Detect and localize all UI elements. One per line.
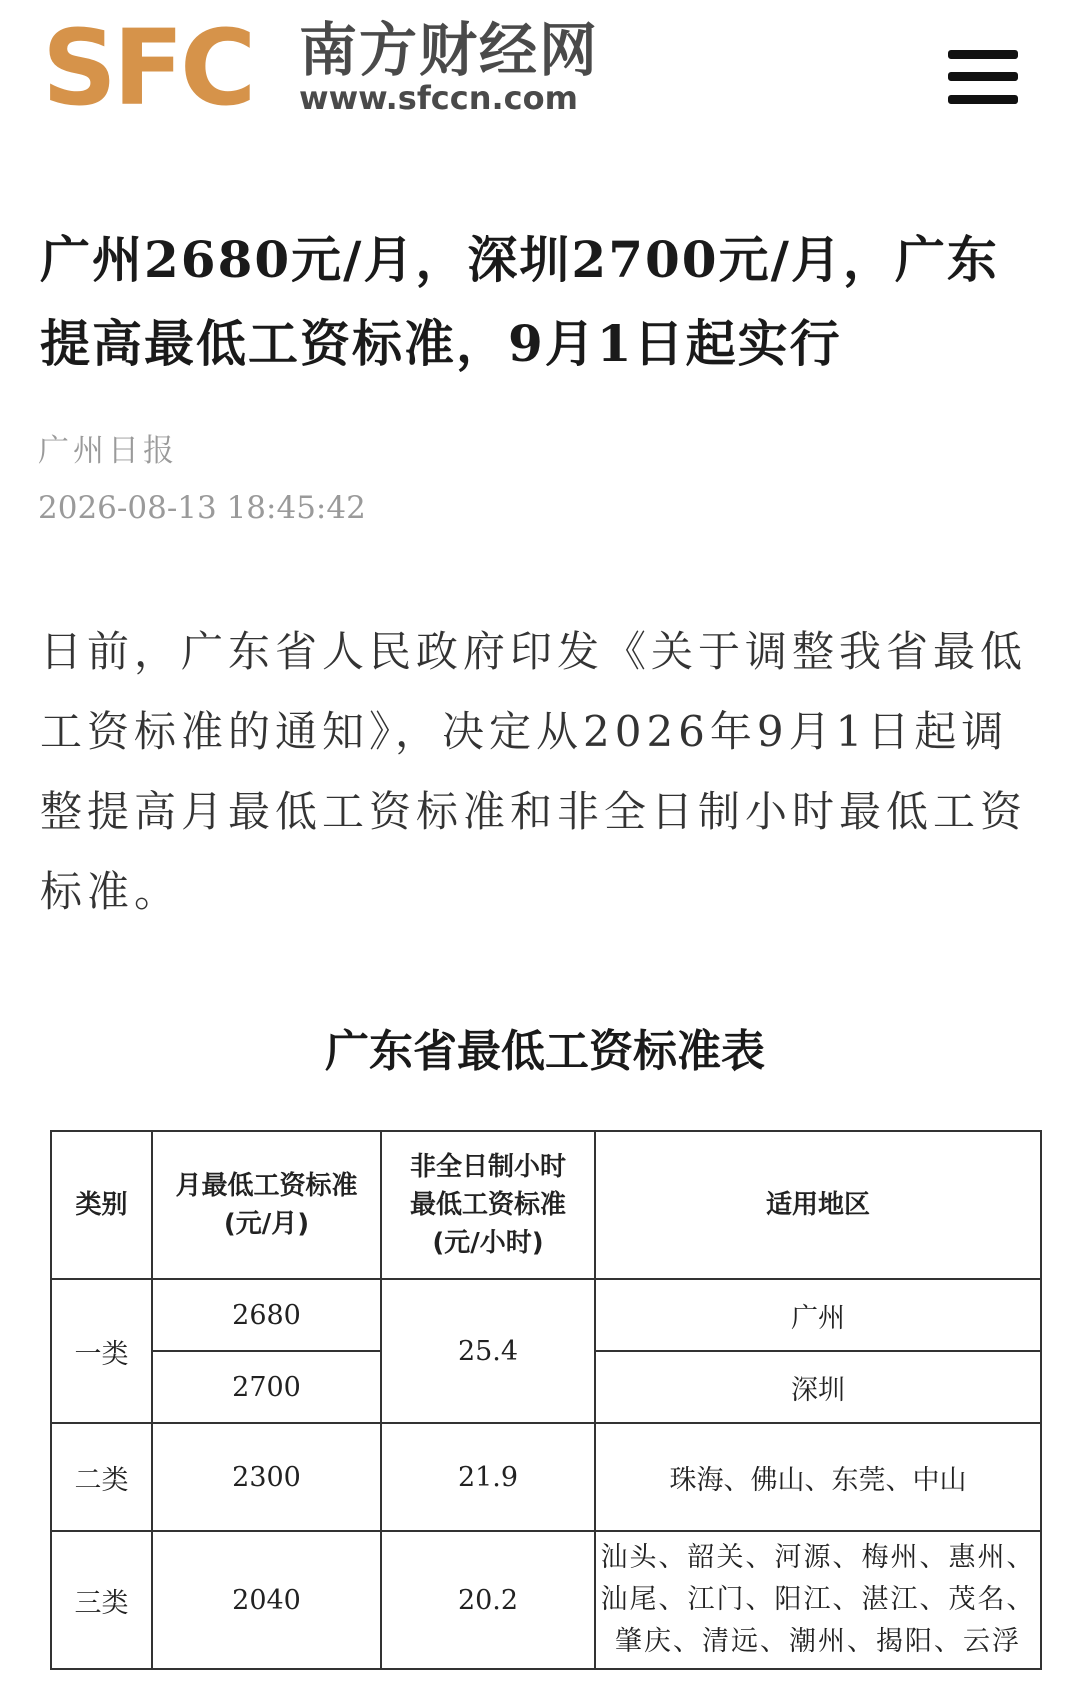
header-hourly-line3: (元/小时) [432, 1228, 544, 1258]
logo-name: 南方财经网 [299, 15, 600, 84]
table-row [51, 1279, 1041, 1351]
hourly-cell: 21.9 [381, 1423, 595, 1531]
category-cell: 二类 [51, 1423, 152, 1531]
hourly-cell: 20.2 [381, 1531, 595, 1669]
article-timestamp: 2026-08-13 18:45:42 [38, 490, 366, 526]
article-source: 广州日报 [38, 433, 178, 469]
site-header [0, 0, 1080, 190]
header-monthly-line2: (元/月) [223, 1209, 310, 1239]
logo-mark: SFC [42, 7, 253, 129]
monthly-cell: 2300 [152, 1423, 381, 1531]
header-monthly-line1: 月最低工资标准 [175, 1171, 358, 1201]
wage-table [50, 1130, 1042, 1670]
monthly-cell: 2700 [152, 1351, 381, 1423]
header-hourly [381, 1131, 595, 1279]
table-header-row [51, 1131, 1041, 1279]
hourly-cell: 25.4 [381, 1279, 595, 1423]
site-logo[interactable] [42, 7, 600, 129]
logo-url: www.sfccn.com [299, 78, 578, 117]
region-line: 汕头、韶关、河源、梅州、惠州、 [600, 1542, 1036, 1573]
hamburger-menu-icon[interactable] [948, 50, 1018, 104]
region-line: 汕尾、江门、阳江、湛江、茂名、 [600, 1584, 1036, 1615]
table-row [51, 1423, 1041, 1531]
table-row [51, 1531, 1041, 1669]
header-region: 适用地区 [595, 1131, 1041, 1279]
logo-text [299, 15, 600, 117]
region-cell: 珠海、佛山、东莞、中山 [595, 1423, 1041, 1531]
header-category: 类别 [51, 1131, 152, 1279]
region-cell: 深圳 [595, 1351, 1041, 1423]
monthly-cell: 2680 [152, 1279, 381, 1351]
table-title: 广东省最低工资标准表 [325, 1026, 765, 1077]
header-monthly [152, 1131, 381, 1279]
article-title: 广州2680元/月，深圳2700元/月，广东提高最低工资标准，9月1日起实行 [40, 230, 999, 373]
region-cell [595, 1531, 1041, 1669]
region-cell: 广州 [595, 1279, 1041, 1351]
category-cell: 一类 [51, 1279, 152, 1423]
region-line: 肇庆、清远、潮州、揭阳、云浮 [615, 1626, 1021, 1657]
category-cell: 三类 [51, 1531, 152, 1669]
header-hourly-line2: 最低工资标准 [409, 1190, 566, 1220]
article-body: 日前，广东省人民政府印发《关于调整我省最低工资标准的通知》，决定从2026年9月1日起调整提高月最低工资标准和非全日制小时最低工资标准。 [40, 627, 1028, 916]
header-hourly-line1: 非全日制小时 [409, 1152, 566, 1182]
monthly-cell: 2040 [152, 1531, 381, 1669]
